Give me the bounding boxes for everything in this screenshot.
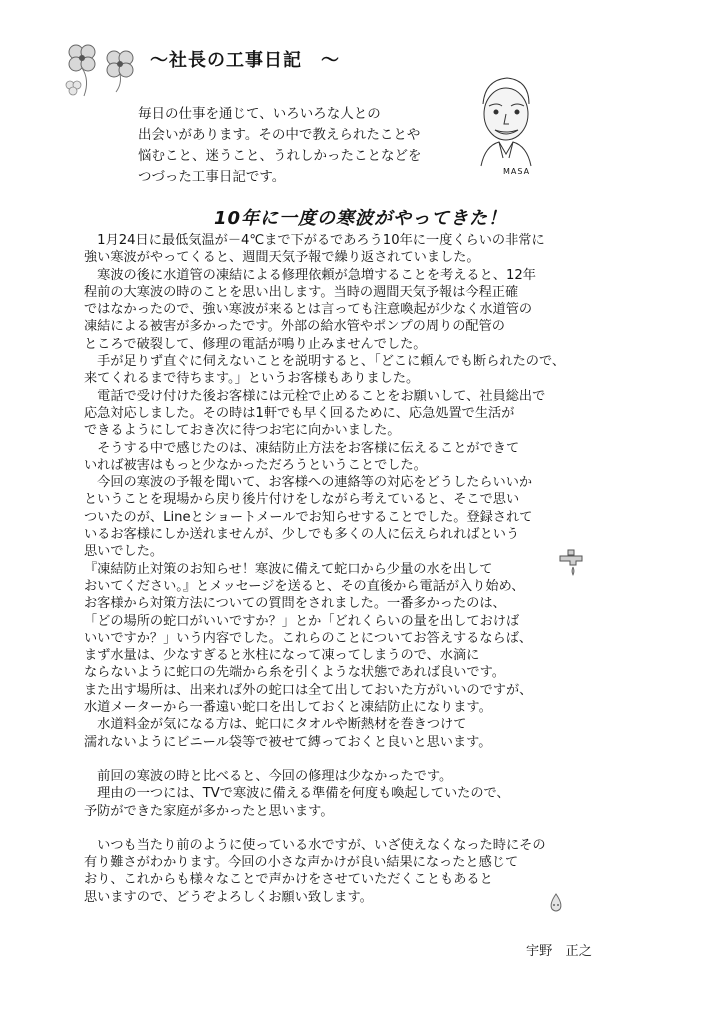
intro-text: [138, 104, 468, 188]
body-line: そうする中で感じたのは、凍結防止方法をお客様に伝えることができて: [84, 440, 520, 456]
body-line: おり、これからも様々なことで声かけをさせていただくこともあると: [84, 872, 493, 888]
body-line: また出す場所は、出来れば外の蛇口は全て出しておいた方がいいのですが、: [84, 682, 533, 698]
intro-line: 悩むこと、迷うこと、うれしかったことなどを: [138, 148, 422, 164]
body-line: いつも当たり前のように使っている水ですが、いざ使えなくなった時にその: [84, 837, 546, 853]
portrait-signature: MASA: [503, 167, 531, 176]
body-line: 思いますので、どうぞよろしくお願い致します。: [84, 889, 373, 905]
body-line: 有り難さがわかります。今回の小さな声かけが良い結果になったと感じて: [84, 855, 519, 871]
body-line: 思いでした。: [84, 544, 164, 560]
body-line: 強い寒波がやってくると、週間天気予報で繰り返されていました。: [84, 250, 480, 266]
body-line: 程前の大寒波の時のことを思い出します。当時の週間天気予報は今程正確: [84, 284, 519, 300]
body-line: 理由の一つには、TVで寒波に備える準備を何度も喚起していたので、: [84, 786, 510, 802]
body-line: いるお客様にしか送れませんが、少しでも多くの人に伝えられればという: [84, 527, 520, 543]
body-line: 水道メーターから一番遠い蛇口を出しておくと凍結防止になります。: [84, 700, 492, 716]
body-line: 予防ができた家庭が多かったと思います。: [84, 803, 334, 819]
paragraph-gap: [84, 751, 624, 768]
faucet-icon: [556, 548, 586, 578]
clover-icon: [60, 40, 140, 106]
body-line: できるようにしておき次に待つお宅に向かいました。: [84, 423, 401, 439]
body-line: いいですか？」いう内容でした。これらのことについてお答えするならば、: [84, 630, 533, 646]
intro-line: つづった工事日記です。: [138, 169, 286, 185]
body-line: 凍結による被害が多かったです。外部の給水管やポンプの周りの配管の: [84, 319, 505, 335]
body-line: ということを現場から戻り後片付けをしながら考えていると、そこで思い: [84, 492, 520, 508]
portrait-illustration: [467, 70, 545, 178]
body-line: 応急対応しました。その時は1軒でも早く回るために、応急処置で生活が: [84, 405, 515, 421]
body-line: 濡れないようにビニール袋等で被せて縛っておくと良いと思います。: [84, 734, 492, 750]
body-line: 前回の寒波の時と比べると、今回の修理は少なかったです。: [84, 768, 453, 784]
intro-line: 出会いがあります。その中で教えられたことや: [138, 127, 421, 143]
body-line: 手が足りず直ぐに伺えないことを説明すると、「どこに頼んでも断られたので、: [84, 354, 566, 370]
body-line: ではなかったので、強い寒波が来るとは言っても注意喚起が少なく水道管の: [84, 302, 533, 318]
body-line: 1月24日に最低気温が－4℃まで下がるであろう10年に一度くらいの非常に: [84, 233, 545, 248]
body-line: ならないように蛇口の先端から糸を引くような状態であれば良いです。: [84, 665, 505, 681]
body-line: おいてください。』とメッセージを送ると、その直後から電話が入り始め、: [84, 578, 525, 594]
body-line: ついたのが、Lineとショートメールでお知らせすることでした。登録されて: [84, 509, 533, 525]
author-signature: 宇野 正之: [526, 944, 592, 959]
body-line: ところで破裂して、修理の電話が鳴り止みませんでした。: [84, 336, 427, 352]
body-line: 水道料金が気になる方は、蛇口にタオルや断熱材を巻きつけて: [84, 717, 467, 733]
page-title: ～社長の工事日記 ～: [150, 50, 340, 71]
article-title: 10年に一度の寒波がやってきた！: [214, 208, 508, 229]
body-line: 『凍結防止対策のお知らせ！寒波に備えて蛇口から少量の水を出して: [84, 561, 493, 577]
body-line: 電話で受け付けた後お客様には元栓で止めることをお願いして、社員総出で: [84, 388, 546, 404]
body-line: いれば被害はもっと少なかっただろうということでした。: [84, 457, 427, 473]
article-body: [84, 232, 624, 906]
body-line: 「どの場所の蛇口がいいですか？」とか「どれくらいの量を出しておけば: [84, 613, 520, 629]
intro-line: 毎日の仕事を通じて、いろいろな人との: [138, 106, 381, 122]
water-drop-icon: [546, 892, 566, 914]
body-line: 来てくれるまで待ちます。」というお客様もありました。: [84, 371, 420, 387]
body-line: お客様から対策方法についての質問をされました。一番多かったのは、: [84, 596, 506, 612]
body-line: 今回の寒波の予報を聞いて、お客様への連絡等の対応をどうしたらいいか: [84, 475, 533, 491]
body-line: 寒波の後に水道管の凍結による修理依頼が急増することを考えると、12年: [84, 267, 536, 283]
paragraph-gap: [84, 820, 624, 837]
body-line: まず水量は、少なすぎると氷柱になって凍ってしまうので、水滴に: [84, 648, 480, 664]
